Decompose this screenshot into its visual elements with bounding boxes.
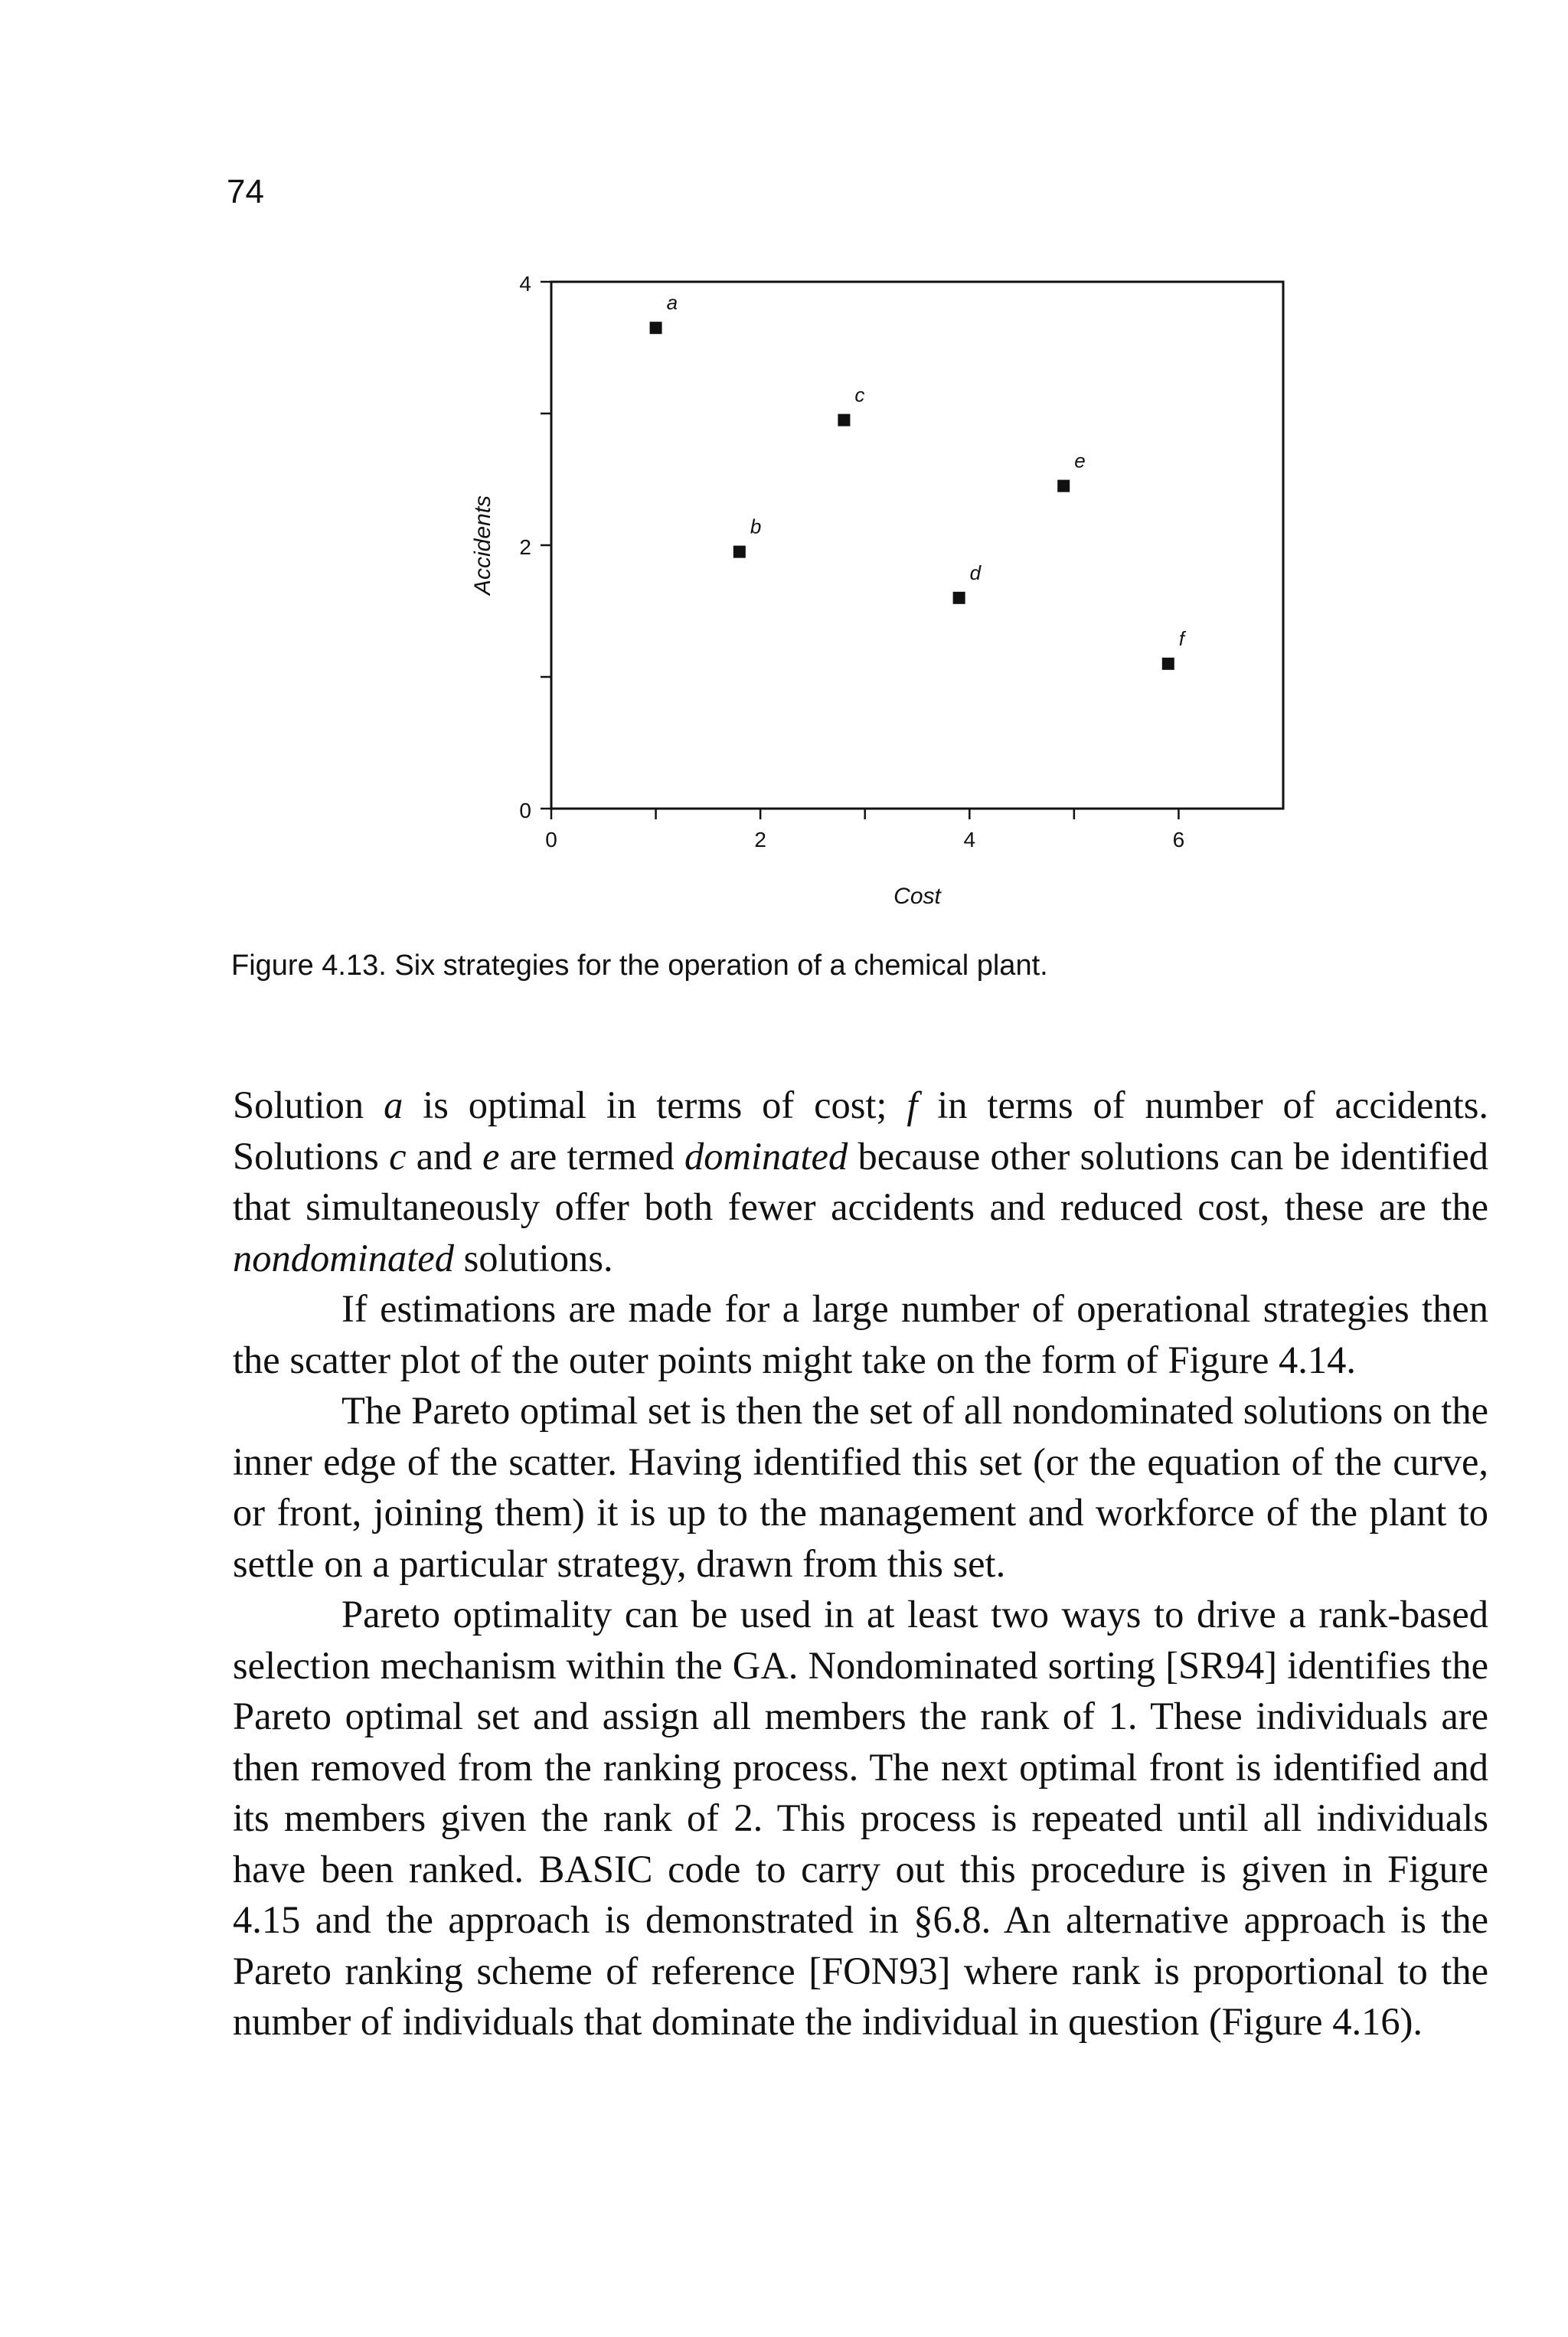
text-run: because other solutions can be identified that simultaneously offer both fewer accidents and reduced cost, these are the: [233, 1134, 1488, 1228]
italic-text: c: [389, 1134, 407, 1178]
point-label: b: [750, 515, 762, 538]
body-text: [233, 1080, 1488, 2048]
text-run: solutions.: [453, 1236, 613, 1280]
italic-text: nondominated: [233, 1236, 454, 1280]
italic-text: e: [482, 1134, 500, 1178]
page-number: 74: [227, 173, 264, 211]
point-label: e: [1074, 449, 1086, 472]
italic-text: f: [906, 1084, 918, 1126]
x-tick-label: 6: [1172, 828, 1185, 851]
figure-scatter-plot: [459, 260, 1317, 938]
x-tick-label: 4: [963, 828, 976, 851]
text-run: in terms of number of accidents. Solutions: [233, 1084, 1488, 1178]
data-point: [733, 546, 746, 558]
text-run: is optimal in terms of cost;: [403, 1084, 907, 1126]
point-label: c: [854, 383, 865, 407]
y-tick-label: 2: [519, 535, 531, 559]
text-run: Pareto optimality can be used in at least two ways to drive a rank-based selection mechanism within the GA. Nondominated sorting [SR94] identifies the Pareto optimal set and assign all members the rank of 1. These individuals are then removed from the ranking process. The next optimal front is identified and its members given the rank of 2. This process is repeated until all individuals have been ranked. BASIC code to carry out this procedure is given in Figure 4.15 and the approach is demonstrated in §6.8. An alternative approach is the Pareto ranking scheme of reference [FON93] where rank is proportional to the number of individuals that dominate the individual in question (Figure 4.16).: [233, 1593, 1488, 2043]
data-point: [1057, 480, 1070, 492]
point-label: f: [1178, 626, 1185, 650]
data-point: [650, 322, 662, 334]
x-tick-label: 0: [545, 828, 557, 851]
text-run: If estimations are made for a large number of operational strategies then the scatter plot of the outer points might take on the form of Figure 4.14.: [233, 1287, 1488, 1381]
text-run: Solution: [233, 1084, 384, 1126]
point-label: d: [969, 561, 982, 584]
data-point: [953, 592, 965, 604]
text-run: and: [406, 1134, 482, 1178]
x-tick-label: 2: [754, 828, 766, 851]
y-tick-label: 0: [519, 799, 531, 822]
text-run: are termed: [499, 1134, 685, 1178]
italic-text: a: [384, 1084, 403, 1126]
y-tick-label: 4: [519, 272, 531, 296]
italic-text: dominated: [684, 1134, 848, 1178]
text-run: The Pareto optimal set is then the set of all nondominated solutions on the inner edge of the scatter. Having identified this set (or the equation of the curve, or front, joining them) it is up to the management and workforce of the plant to settle on a particular strategy, drawn from this set.: [233, 1389, 1488, 1585]
data-point: [838, 414, 850, 427]
x-axis-label: Cost: [893, 884, 941, 909]
paragraph: [233, 1385, 1488, 1589]
paragraph: [233, 1080, 1488, 1283]
plot-frame: [551, 282, 1283, 809]
data-point: [1162, 658, 1174, 670]
scatter-chart: [459, 260, 1317, 934]
point-label: a: [666, 291, 678, 315]
paragraph: [233, 1283, 1488, 1385]
figure-caption: Figure 4.13. Six strategies for the operation of a chemical plant.: [231, 950, 1048, 982]
paragraph: [233, 1589, 1488, 2048]
y-axis-label: Accidents: [470, 495, 495, 596]
